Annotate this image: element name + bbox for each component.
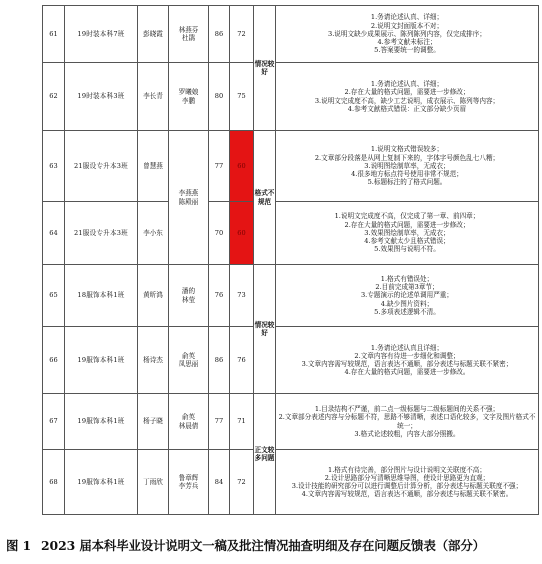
student-name: 杨子晓 [138,394,169,450]
row-number: 61 [43,6,65,63]
table-row [43,450,539,515]
student-name: 杨诗杰 [138,327,169,394]
score-second: 76 [230,327,254,394]
feedback-line: 4.很多地方标点符号使用非常不规范； [351,170,463,179]
status-label: 正文较多问题 [254,394,276,515]
status-label: 情况较好 [254,265,276,394]
table-row [43,327,539,394]
table-row [43,394,539,450]
feedback-cell [276,202,539,265]
score-first: 77 [209,131,230,202]
feedback-line: 3.说明文缺少成果展示、陈列陈列内容，仅完成排序； [328,29,486,38]
row-number: 64 [43,202,65,265]
feedback-line: 2.存在大量的格式问题，需要进一步修改； [344,220,470,229]
feedback-line: 2.文章部分段落是从网上复制下来的，字体字号颜色乱七八糟； [314,153,500,162]
score-first: 70 [209,202,230,265]
feedback-line: 3.格式论述较粗，内容大部分照搬。 [354,429,460,438]
feedback-line: 5.效果图与说明不符。 [374,245,440,254]
row-number: 66 [43,327,65,394]
caption-text: 2023 届本科毕业设计说明文一稿及批注情况抽查明细及存在问题反馈表（部分） [41,538,485,553]
score-first: 76 [209,265,230,327]
figure-caption [6,536,542,554]
class-name: 19服饰本科1班 [65,327,138,394]
feedback-line: 1.务请论述认真、详细； [370,13,444,22]
class-name: 19时装本科3班 [65,63,138,131]
table-row [43,265,539,327]
feedback-line: 4.存在大量的格式问题，需要进一步修改。 [344,368,470,377]
score-first: 77 [209,394,230,450]
feedback-line: 1.说明文格式错误较多； [370,145,444,154]
teacher-name: 鲁章辉 李芳兵 [169,450,209,515]
class-name: 19时装本科7班 [65,6,138,63]
class-name: 21服设专升本3班 [65,131,138,202]
feedback-cell [276,131,539,202]
student-name: 李小东 [138,202,169,265]
teacher-name: 李燕燕 陈殿丽 [169,131,209,265]
feedback-line: 2.设计思路部分写清晰思维导图，使设计思路更为直观； [324,473,490,482]
feedback-line: 5.答案要统一的调整。 [374,46,440,55]
feedback-line: 1.格式有待完善，部分图片与设计说明文关联度不高； [328,465,486,474]
teacher-name: 林燕芬 杜鹃 [169,6,209,63]
feedback-line: 4.缺少图片资料； [380,299,434,308]
student-name: 彭晓霞 [138,6,169,63]
teacher-name: 俞英 林晨倩 [169,394,209,450]
feedback-line: 5.标题标注的了格式问题。 [367,178,447,187]
score-first: 84 [209,450,230,515]
score-second: 72 [230,450,254,515]
row-number: 65 [43,265,65,327]
teacher-name: 潘的 林莹 [169,265,209,327]
class-name: 19服饰本科1班 [65,450,138,515]
feedback-cell [276,265,539,327]
feedback-line: 4.参考文献格式错误：正文部分缺少页眉 [347,104,467,113]
feedback-line: 3.专题演示的论述单调用严重； [360,291,453,300]
feedback-cell [276,394,539,450]
feedback-cell [276,63,539,131]
table-row [43,6,539,63]
feedback-line: 3.效果图绘制草率，无成衣； [364,228,450,237]
score-first: 86 [209,327,230,394]
feedback-line: 3.设计技能的研究部分可以进行调整后计算分析，部分表述与标题关联度不强； [291,482,523,490]
class-name: 21服设专升本3班 [65,202,138,265]
student-name: 丁雨欣 [138,450,169,515]
class-name: 18服饰本科1班 [65,265,138,327]
student-name: 黄昕鸿 [138,265,169,327]
teacher-name: 俞英 凤思丽 [169,327,209,394]
feedback-line: 4.参考文献太少且格式错误； [364,237,450,246]
feedback-line: 4.参考文献未标注； [377,38,437,47]
feedback-line: 3.说明图绘制草率，无成衣； [364,161,450,170]
feedback-line: 1.说明文完成度不高，仅完成了第一章、前四章； [334,212,480,221]
feedback-cell [276,327,539,394]
row-number: 68 [43,450,65,515]
status-label: 情况较好 [254,6,276,131]
score-first: 80 [209,63,230,131]
feedback-line: 2.存在大量的格式问题，需要进一步修改； [344,88,470,97]
class-name: 19服饰本科1班 [65,394,138,450]
score-second: 60 [230,202,254,265]
feedback-line: 4.文章内容需写较规范，语言表达不通顺，部分表述与标题关联不紧密。 [301,490,513,499]
row-number: 63 [43,131,65,202]
row-number: 67 [43,394,65,450]
caption-label: 图 1 [6,538,32,553]
table-row [43,131,539,202]
feedback-line: 3.文章内容需写较规范，语言表达不通顺，部分表述与标题关联不紧密； [301,360,513,368]
row-number: 62 [43,63,65,131]
student-name: 曾慧燕 [138,131,169,202]
feedback-line: 1.格式有错误处； [380,274,434,283]
score-second: 71 [230,394,254,450]
feedback-line: 2.说明文封面版本不对； [370,21,444,30]
student-name: 李长青 [138,63,169,131]
table-row [43,63,539,131]
score-second: 72 [230,6,254,63]
score-second: 73 [230,265,254,327]
feedback-line: 2.文章部分表述内容与分标题不符，思路不够清晰，表述口语化较多，文字及图片格式不统一； [278,413,536,430]
score-first: 86 [209,6,230,63]
score-second: 75 [230,63,254,131]
feedback-cell [276,6,539,63]
feedback-line: 1.务请论述认真且详细； [370,343,444,352]
feedback-line: 1.务请论述认真、详细； [370,80,444,89]
feedback-line: 5.多项表述逻辑不清。 [374,307,440,316]
feedback-table [42,5,539,515]
feedback-line: 2.目前完成第3章节； [375,283,439,292]
score-second: 60 [230,131,254,202]
table-row [43,202,539,265]
status-label: 格式不规范 [254,131,276,265]
teacher-name: 罗曦娘 李鹏 [169,63,209,131]
feedback-line: 2.文章内容有待进一步细化和调整； [354,351,460,360]
feedback-line: 1.目录结构不严谨，前二点一级标题与二级标题间的关系不强； [314,405,500,414]
feedback-line: 3.说明文完成度不高，缺少工艺说明，成衣展示、陈列等内容； [314,96,500,105]
feedback-cell [276,450,539,515]
